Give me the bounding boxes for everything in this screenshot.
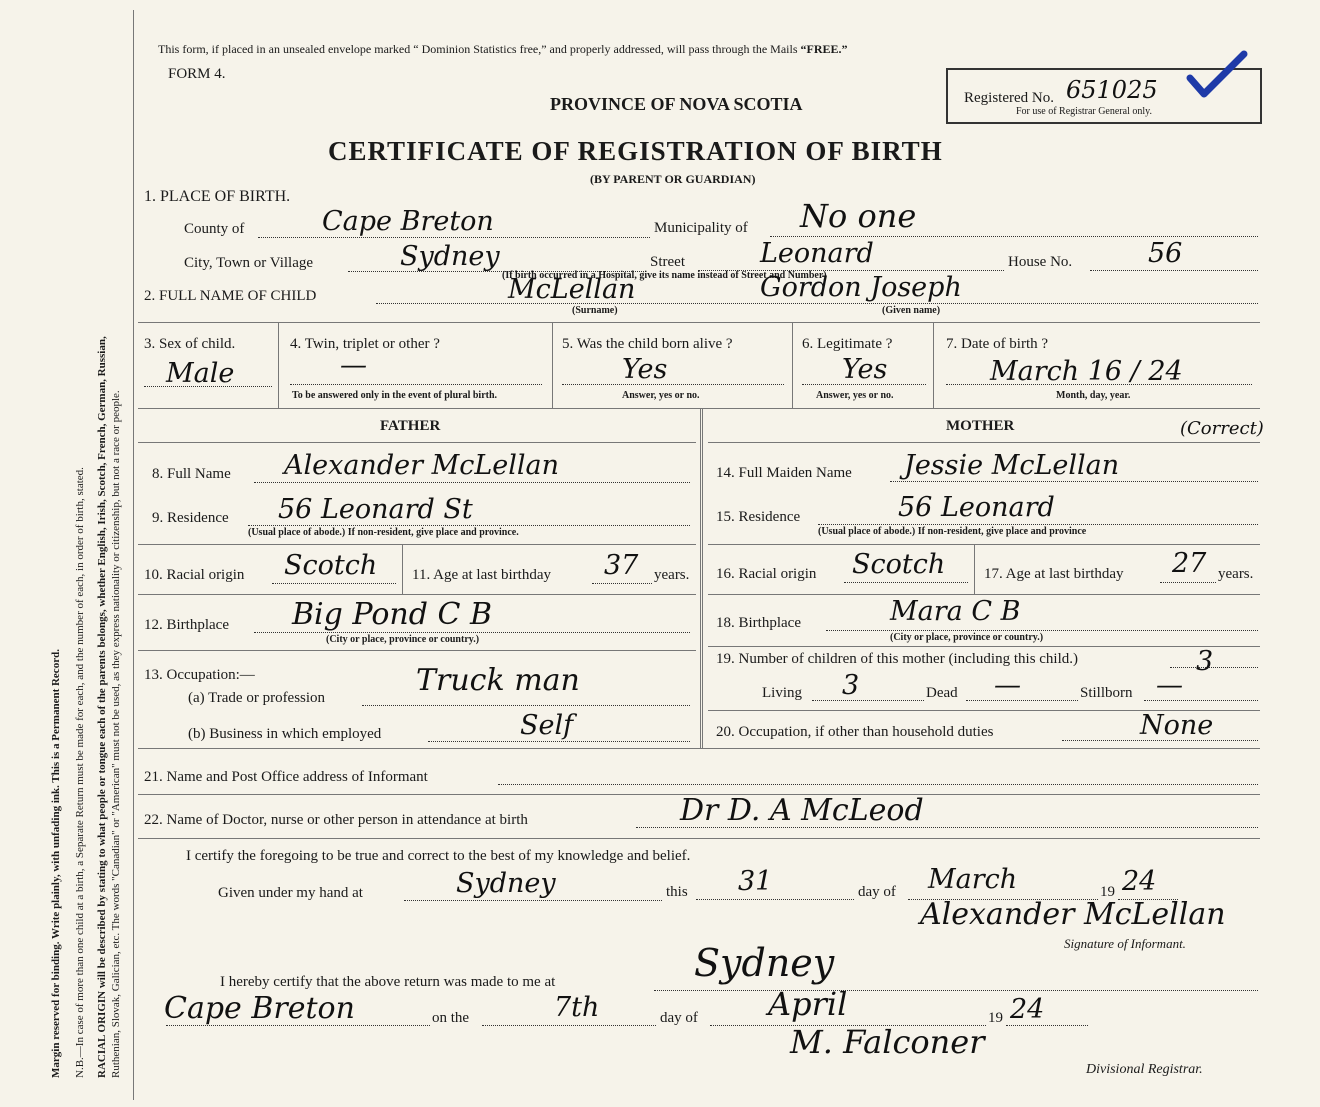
mother-age-line — [1160, 582, 1216, 583]
living-label: Living — [762, 685, 802, 701]
mother-residence-caption: (Usual place of abode.) If non-resident, give place and province — [818, 526, 1087, 537]
informant-label: 21. Name and Post Office address of Informant — [144, 769, 428, 785]
given-place-line — [404, 900, 662, 901]
mother-age-value: 27 — [1172, 548, 1207, 579]
father-occupation-label: 13. Occupation:— — [144, 667, 255, 683]
father-age-line — [592, 583, 652, 584]
legitimate-value: Yes — [842, 354, 888, 385]
return-place-value: Sydney — [694, 941, 835, 985]
day-of-label: day of — [858, 884, 896, 900]
father-business-label: (b) Business in which employed — [188, 726, 382, 742]
father-business-value: Self — [520, 710, 574, 741]
divider-v1 — [278, 322, 279, 408]
mother-birthplace-line — [826, 630, 1258, 631]
father-heading: FATHER — [380, 418, 441, 434]
divider-v2 — [552, 322, 553, 408]
living-line — [812, 700, 924, 701]
mother-row16-rule — [708, 544, 1260, 545]
return-year-line — [1006, 1025, 1088, 1026]
doctor-label: 22. Name of Doctor, nurse or other person in attendance at birth — [144, 812, 528, 828]
father-name-label: 8. Full Name — [152, 466, 231, 482]
place-of-birth-heading: 1. PLACE OF BIRTH. — [144, 188, 291, 205]
divider-v4 — [933, 322, 934, 408]
mail-notice-free: “FREE.” — [800, 42, 848, 56]
dead-line — [966, 700, 1078, 701]
mother-racial-value: Scotch — [852, 549, 946, 580]
house-label: House No. — [1008, 254, 1073, 270]
living-value: 3 — [842, 670, 860, 701]
given-label: Given under my hand at — [218, 885, 363, 901]
alive-value: Yes — [622, 354, 668, 385]
father-racial-value: Scotch — [284, 550, 378, 581]
mother-heading-rule — [708, 442, 1260, 443]
father-birthplace-line — [254, 632, 690, 633]
alive-label: 5. Was the child born alive ? — [562, 336, 733, 352]
father-row13-rule — [138, 650, 696, 651]
given-year-value: 24 — [1122, 866, 1157, 897]
this-label: this — [666, 884, 688, 900]
margin-note-4: Ruthenian, Slovak, Galician, etc. The words "Canadian" or "American" must not be used, as they express nationality or citizenship, but not a race or people. — [110, 390, 122, 1078]
return-place-line — [654, 990, 1258, 991]
mother-racial-line — [844, 582, 968, 583]
mother-row19-rule — [708, 646, 1260, 647]
father-trade-label: (a) Trade or profession — [188, 690, 326, 706]
father-trade-line — [362, 705, 690, 706]
divider-center — [700, 408, 703, 748]
county-line — [258, 237, 650, 238]
return-month-value: April — [768, 985, 848, 1023]
stillborn-label: Stillborn — [1080, 685, 1133, 701]
mother-residence-label: 15. Residence — [716, 509, 801, 525]
father-racial-label: 10. Racial origin — [144, 567, 245, 583]
father-residence-label: 9. Residence — [152, 510, 229, 526]
city-value: Sydney — [400, 241, 500, 272]
dob-value: March 16 / 24 — [990, 356, 1183, 387]
father-name-line — [254, 482, 690, 483]
mother-racial-label: 16. Racial origin — [716, 566, 817, 582]
given-day-line — [696, 899, 854, 900]
house-line — [1090, 270, 1258, 271]
return-day-value: 7th — [554, 992, 600, 1023]
father-row12-rule — [138, 594, 696, 595]
on-the-label: on the — [432, 1010, 470, 1026]
registered-number: 651025 — [1066, 76, 1158, 104]
mother-name-value: Jessie McLellan — [904, 450, 1120, 481]
margin-note-3: RACIAL ORIGIN will be described by stating to what people or tongue each of the parents belongs, whether English, Irish, Scotch, French, German, Russian, — [96, 336, 108, 1078]
sex-value: Male — [166, 358, 235, 389]
return-day-of-label: day of — [660, 1010, 698, 1026]
registrar-signature: M. Falconer — [790, 1023, 985, 1061]
county-value: Cape Breton — [322, 206, 494, 237]
father-age-label: 11. Age at last birthday — [412, 567, 551, 583]
child-given-value: Gordon Joseph — [760, 272, 962, 303]
mother-heading: MOTHER — [946, 418, 1015, 434]
stillborn-value: — — [1156, 670, 1183, 701]
registered-label: Registered No. — [964, 90, 1054, 106]
page-title: CERTIFICATE OF REGISTRATION OF BIRTH — [328, 136, 943, 166]
county-label: County of — [184, 221, 245, 237]
municipality-label: Municipality of — [654, 220, 748, 236]
hospital-note: (If birth occurred in a Hospital, give its name instead of Street and Number) — [502, 270, 827, 281]
father-birthplace-label: 12. Birthplace — [144, 617, 229, 633]
mother-occupation-value: None — [1140, 710, 1214, 741]
father-age-value: 37 — [604, 550, 639, 581]
father-trade-value: Truck man — [416, 663, 580, 698]
check-mark-icon — [1186, 48, 1250, 100]
mother-children-value: 3 — [1196, 646, 1214, 677]
margin-note-2: N.B.—In case of more than one child at a birth, a Separate Return must be made for each, and the number of each, in order of birth, stated. — [74, 467, 86, 1078]
dob-caption: Month, day, year. — [1056, 390, 1131, 401]
mother-birthplace-label: 18. Birthplace — [716, 615, 801, 631]
divider-certify-top — [138, 838, 1260, 839]
divider-v3 — [792, 322, 793, 408]
return-text: I hereby certify that the above return was made to me at — [220, 974, 556, 990]
informant-line — [498, 784, 1258, 785]
legitimate-label: 6. Legitimate ? — [802, 336, 893, 352]
father-residence-line — [248, 525, 690, 526]
child-surname-value: McLellan — [508, 274, 636, 305]
return-year-value: 24 — [1010, 994, 1045, 1025]
twin-value: — — [340, 350, 367, 381]
given-month-value: March — [928, 864, 1018, 895]
given-name-caption: (Given name) — [882, 305, 941, 316]
divider-row3-top — [138, 322, 1260, 323]
mother-residence-line — [818, 524, 1258, 525]
mother-name-line — [890, 481, 1258, 482]
house-value: 56 — [1148, 238, 1183, 269]
father-heading-rule — [138, 442, 696, 443]
mother-occupation-label: 20. Occupation, if other than household duties — [716, 724, 994, 740]
father-name-value: Alexander McLellan — [284, 450, 560, 481]
mother-children-label: 19. Number of children of this mother (including this child.) — [716, 651, 1079, 667]
sex-label: 3. Sex of child. — [144, 336, 236, 352]
city-label: City, Town or Village — [184, 255, 314, 271]
twin-label: 4. Twin, triplet or other ? — [290, 336, 440, 352]
father-residence-value: 56 Leonard St — [278, 494, 473, 525]
father-residence-caption: (Usual place of abode.) If non-resident, give place and province. — [248, 527, 519, 538]
certify-text: I certify the foregoing to be true and correct to the best of my knowledge and belief. — [186, 848, 691, 864]
province-heading: PROVINCE OF NOVA SCOTIA — [550, 94, 803, 114]
father-row10-rule — [138, 544, 696, 545]
mother-years-label: years. — [1218, 566, 1254, 582]
father-racial-line — [272, 583, 396, 584]
mail-notice — [158, 42, 848, 57]
alive-line — [562, 384, 784, 385]
margin-rule — [133, 10, 134, 1100]
registrar-signature-caption: Divisional Registrar. — [1086, 1062, 1203, 1077]
street-label: Street — [650, 254, 685, 270]
divider-row3-bottom — [138, 408, 1260, 409]
dead-value: — — [994, 670, 1021, 701]
return-day-line — [482, 1025, 656, 1026]
mother-birthplace-value: Mara C B — [890, 596, 1021, 627]
alive-caption: Answer, yes or no. — [622, 390, 700, 401]
form-number: FORM 4. — [168, 66, 226, 82]
father-birthplace-caption: (City or place, province or country.) — [326, 634, 480, 645]
father-row10-divider — [402, 544, 403, 594]
street-value: Leonard — [760, 238, 874, 269]
return-year-prefix: 19 — [988, 1010, 1003, 1026]
mother-children-line — [1170, 667, 1258, 668]
municipality-value: No one — [800, 197, 917, 235]
mother-residence-value: 56 Leonard — [898, 492, 1055, 523]
given-day-value: 31 — [738, 866, 773, 897]
father-birthplace-value: Big Pond C B — [292, 597, 493, 632]
dob-label: 7. Date of birth ? — [946, 336, 1049, 352]
mother-row18-rule — [708, 594, 1260, 595]
doctor-value: Dr D. A McLeod — [680, 793, 924, 828]
informant-signature: Alexander McLellan — [920, 897, 1226, 932]
child-name-label: 2. FULL NAME OF CHILD — [144, 288, 317, 304]
margin-note-1: Margin reserved for binding. Write plainly, with unfading ink. This is a Permanent Record. — [50, 649, 62, 1078]
municipality-line — [770, 236, 1258, 237]
year-prefix: 19 — [1100, 884, 1115, 900]
mother-age-label: 17. Age at last birthday — [984, 566, 1124, 582]
mother-birthplace-caption: (City or place, province or country.) — [890, 632, 1044, 643]
mother-name-label: 14. Full Maiden Name — [716, 465, 852, 481]
twin-line — [290, 384, 542, 385]
divider-row21-top — [138, 748, 1260, 749]
father-business-line — [428, 741, 690, 742]
mother-correct-note: (Correct) — [1180, 418, 1264, 439]
dead-label: Dead — [926, 685, 958, 701]
registrar-note: For use of Registrar General only. — [1016, 106, 1152, 117]
twin-caption: To be answered only in the event of plural birth. — [292, 390, 498, 401]
given-place-value: Sydney — [456, 868, 556, 899]
mother-row16-divider — [974, 544, 975, 594]
return-county-value: Cape Breton — [164, 991, 355, 1026]
informant-signature-caption: Signature of Informant. — [1064, 936, 1186, 951]
father-years-label: years. — [654, 567, 690, 583]
page-subtitle: (BY PARENT OR GUARDIAN) — [590, 172, 756, 186]
legitimate-caption: Answer, yes or no. — [816, 390, 894, 401]
surname-caption: (Surname) — [572, 305, 618, 316]
mail-notice-text: This form, if placed in an unsealed envelope marked “ Dominion Statistics free,” and properly addressed, will pass through the Mails — [158, 42, 801, 56]
